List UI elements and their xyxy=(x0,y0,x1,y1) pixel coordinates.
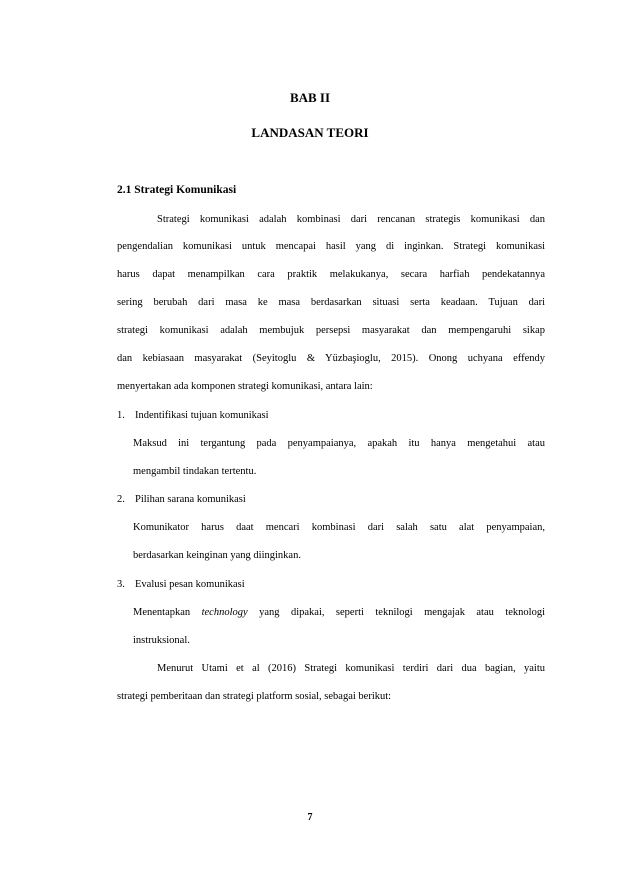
chapter-title: LANDASAN TEORI xyxy=(251,125,369,140)
list-number: 3. xyxy=(117,579,125,590)
list-item-heading xyxy=(117,493,246,507)
list-number: 2. xyxy=(117,494,125,505)
paragraph-line: Strategi komunikasi adalah kombinasi dari rencanan strategis komunikasi dan xyxy=(157,214,545,225)
paragraph-line: Menurut Utami et al (2016) Strategi komunikasi terdiri dari dua bagian, yaitu xyxy=(157,663,545,674)
list-item-line: Komunikator harus daat mencari kombinasi dari salah satu alat penyampaian, xyxy=(133,522,545,533)
list-item-line: instruksional. xyxy=(133,635,190,646)
list-title: Pilihan sarana komunikasi xyxy=(135,494,246,505)
text-segment: yang dipakai, seperti teknilogi mengajak atau teknologi xyxy=(247,607,545,618)
paragraph-line: strategi komunikasi adalah membujuk persepsi masyarakat dan mempengaruhi sikap xyxy=(117,325,545,336)
page-number: 7 xyxy=(307,812,313,823)
section-heading: 2.1 Strategi Komunikasi xyxy=(117,184,237,196)
text-segment: Menentapkan xyxy=(133,607,202,618)
list-title: Evalusi pesan komunikasi xyxy=(135,579,245,590)
list-item-line: Maksud ini tergantung pada penyampaianya, apakah itu hanya mengetahui atau xyxy=(133,438,545,449)
list-item-line: mengambil tindakan tertentu. xyxy=(133,466,257,477)
list-item-heading xyxy=(117,409,269,423)
list-item-line: berdasarkan keinginan yang diinginkan. xyxy=(133,550,301,561)
paragraph-line: pengendalian komunikasi untuk mencapai hasil yang di inginkan. Strategi komunikasi xyxy=(117,241,545,252)
paragraph-line: menyertakan ada komponen strategi komunikasi, antara lain: xyxy=(117,381,373,392)
paragraph-line: dan kebiasaan masyarakat (Seyitoglu & Yüzbaşioglu, 2015). Onong uchyana effendy xyxy=(117,353,545,364)
chapter-number: BAB II xyxy=(289,90,331,105)
italic-term: technology xyxy=(201,607,248,618)
paragraph-line: strategi pemberitaan dan strategi platform sosial, sebagai berikut: xyxy=(117,691,392,702)
list-item-line xyxy=(133,606,545,620)
list-number: 1. xyxy=(117,410,125,421)
list-title: Indentifikasi tujuan komunikasi xyxy=(135,410,269,421)
list-item-heading xyxy=(117,578,245,592)
paragraph-line: sering berubah dari masa ke masa berdasarkan situasi serta keadaan. Tujuan dari xyxy=(117,297,545,308)
paragraph-line: harus dapat menampilkan cara praktik melakukanya, secara harfiah pendekatannya xyxy=(117,269,545,280)
